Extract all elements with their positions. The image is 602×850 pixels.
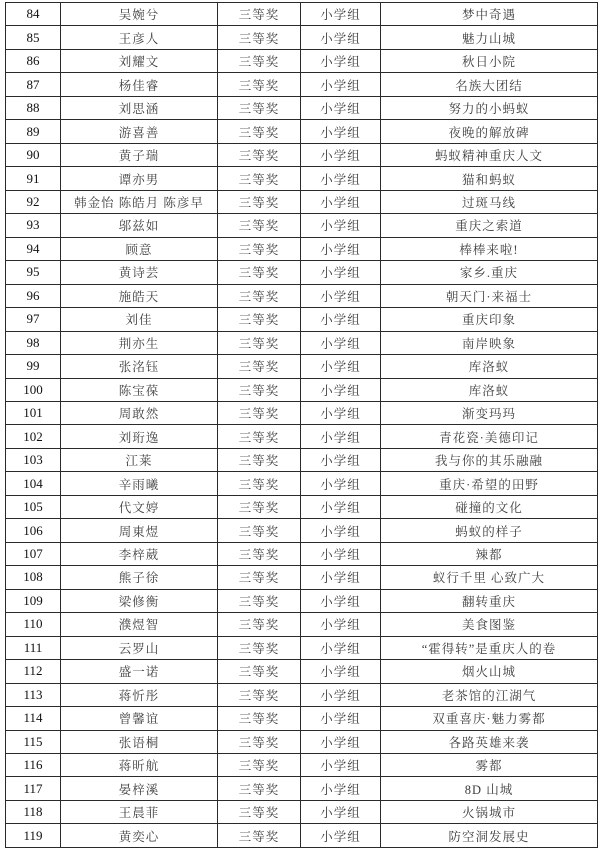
- table-row: [6, 519, 598, 542]
- table-row: [6, 683, 598, 706]
- row-number-cell: 104: [6, 472, 61, 495]
- table-row: [6, 214, 598, 237]
- artwork-title-cell: 翻转重庆: [381, 589, 598, 612]
- table-row: [6, 96, 598, 119]
- artwork-title-cell: 重庆·希望的田野: [381, 472, 598, 495]
- artwork-title-cell: 朝天门·来福士: [381, 284, 598, 307]
- table-row: [6, 636, 598, 659]
- artwork-title-cell: 防空洞发展史: [381, 824, 598, 848]
- award-level-cell: 三等奖: [218, 3, 301, 26]
- entrant-name-cell: 施皓天: [61, 284, 218, 307]
- award-level-cell: 三等奖: [218, 401, 301, 424]
- group-cell: 小学组: [301, 355, 381, 378]
- group-cell: 小学组: [301, 190, 381, 213]
- row-number-cell: 88: [6, 96, 61, 119]
- table-row: [6, 495, 598, 518]
- award-level-cell: 三等奖: [218, 495, 301, 518]
- table-row: [6, 660, 598, 683]
- row-number-cell: 117: [6, 777, 61, 800]
- row-number-cell: 115: [6, 730, 61, 753]
- group-cell: 小学组: [301, 96, 381, 119]
- group-cell: 小学组: [301, 425, 381, 448]
- entrant-name-cell: 黄诗芸: [61, 261, 218, 284]
- row-number-cell: 118: [6, 800, 61, 823]
- group-cell: 小学组: [301, 754, 381, 777]
- award-level-cell: 三等奖: [218, 284, 301, 307]
- table-row: [6, 308, 598, 331]
- entrant-name-cell: 蒋昕航: [61, 754, 218, 777]
- results-table-body: [6, 3, 598, 848]
- artwork-title-cell: 老茶馆的江湖气: [381, 683, 598, 706]
- entrant-name-cell: 顾意: [61, 237, 218, 260]
- group-cell: 小学组: [301, 214, 381, 237]
- entrant-name-cell: 陈宝葆: [61, 378, 218, 401]
- award-level-cell: 三等奖: [218, 730, 301, 753]
- group-cell: 小学组: [301, 566, 381, 589]
- artwork-title-cell: 南岸映象: [381, 331, 598, 354]
- group-cell: 小学组: [301, 777, 381, 800]
- group-cell: 小学组: [301, 495, 381, 518]
- table-row: [6, 730, 598, 753]
- group-cell: 小学组: [301, 707, 381, 730]
- row-number-cell: 106: [6, 519, 61, 542]
- entrant-name-cell: 李梓葳: [61, 542, 218, 565]
- table-row: [6, 261, 598, 284]
- table-row: [6, 425, 598, 448]
- award-level-cell: 三等奖: [218, 754, 301, 777]
- entrant-name-cell: 周敢然: [61, 401, 218, 424]
- artwork-title-cell: 渐变玛玛: [381, 401, 598, 424]
- entrant-name-cell: 王彦人: [61, 26, 218, 49]
- table-row: [6, 800, 598, 823]
- award-results-table: [5, 2, 598, 848]
- entrant-name-cell: 熊子徐: [61, 566, 218, 589]
- table-row: [6, 707, 598, 730]
- row-number-cell: 93: [6, 214, 61, 237]
- award-level-cell: 三等奖: [218, 214, 301, 237]
- table-row: [6, 378, 598, 401]
- group-cell: 小学组: [301, 237, 381, 260]
- table-row: [6, 190, 598, 213]
- group-cell: 小学组: [301, 824, 381, 848]
- award-level-cell: 三等奖: [218, 800, 301, 823]
- table-row: [6, 73, 598, 96]
- award-level-cell: 三等奖: [218, 448, 301, 471]
- row-number-cell: 98: [6, 331, 61, 354]
- table-row: [6, 3, 598, 26]
- entrant-name-cell: 刘珩逸: [61, 425, 218, 448]
- group-cell: 小学组: [301, 519, 381, 542]
- entrant-name-cell: 杨佳睿: [61, 73, 218, 96]
- row-number-cell: 100: [6, 378, 61, 401]
- row-number-cell: 96: [6, 284, 61, 307]
- artwork-title-cell: 8D 山城: [381, 777, 598, 800]
- award-level-cell: 三等奖: [218, 26, 301, 49]
- award-level-cell: 三等奖: [218, 96, 301, 119]
- artwork-title-cell: 名族大团结: [381, 73, 598, 96]
- artwork-title-cell: 烟火山城: [381, 660, 598, 683]
- row-number-cell: 91: [6, 167, 61, 190]
- row-number-cell: 86: [6, 49, 61, 72]
- group-cell: 小学组: [301, 448, 381, 471]
- award-level-cell: 三等奖: [218, 167, 301, 190]
- row-number-cell: 90: [6, 143, 61, 166]
- table-row: [6, 331, 598, 354]
- group-cell: 小学组: [301, 730, 381, 753]
- award-level-cell: 三等奖: [218, 542, 301, 565]
- group-cell: 小学组: [301, 800, 381, 823]
- row-number-cell: 87: [6, 73, 61, 96]
- entrant-name-cell: 晏梓溪: [61, 777, 218, 800]
- row-number-cell: 84: [6, 3, 61, 26]
- entrant-name-cell: 蒋忻彤: [61, 683, 218, 706]
- group-cell: 小学组: [301, 472, 381, 495]
- row-number-cell: 113: [6, 683, 61, 706]
- award-level-cell: 三等奖: [218, 355, 301, 378]
- entrant-name-cell: 濮煜智: [61, 613, 218, 636]
- entrant-name-cell: 曾馨谊: [61, 707, 218, 730]
- entrant-name-cell: 吴婉兮: [61, 3, 218, 26]
- award-level-cell: 三等奖: [218, 237, 301, 260]
- award-level-cell: 三等奖: [218, 589, 301, 612]
- artwork-title-cell: 夜晚的解放碑: [381, 120, 598, 143]
- entrant-name-cell: 代文婷: [61, 495, 218, 518]
- award-level-cell: 三等奖: [218, 308, 301, 331]
- table-row: [6, 754, 598, 777]
- artwork-title-cell: 双重喜庆·魅力雾都: [381, 707, 598, 730]
- group-cell: 小学组: [301, 49, 381, 72]
- award-level-cell: 三等奖: [218, 707, 301, 730]
- group-cell: 小学组: [301, 542, 381, 565]
- award-level-cell: 三等奖: [218, 683, 301, 706]
- group-cell: 小学组: [301, 636, 381, 659]
- award-level-cell: 三等奖: [218, 636, 301, 659]
- entrant-name-cell: 刘佳: [61, 308, 218, 331]
- table-row: [6, 777, 598, 800]
- group-cell: 小学组: [301, 401, 381, 424]
- award-level-cell: 三等奖: [218, 425, 301, 448]
- group-cell: 小学组: [301, 613, 381, 636]
- artwork-title-cell: 梦中奇遇: [381, 3, 598, 26]
- award-level-cell: 三等奖: [218, 777, 301, 800]
- table-row: [6, 542, 598, 565]
- entrant-name-cell: 刘耀文: [61, 49, 218, 72]
- award-level-cell: 三等奖: [218, 378, 301, 401]
- artwork-title-cell: 棒棒来啦!: [381, 237, 598, 260]
- row-number-cell: 109: [6, 589, 61, 612]
- entrant-name-cell: 游喜善: [61, 120, 218, 143]
- table-row: [6, 167, 598, 190]
- artwork-title-cell: 碰撞的文化: [381, 495, 598, 518]
- row-number-cell: 105: [6, 495, 61, 518]
- group-cell: 小学组: [301, 308, 381, 331]
- group-cell: 小学组: [301, 167, 381, 190]
- artwork-title-cell: 努力的小蚂蚁: [381, 96, 598, 119]
- award-level-cell: 三等奖: [218, 73, 301, 96]
- artwork-title-cell: 重庆之索道: [381, 214, 598, 237]
- table-row: [6, 143, 598, 166]
- award-level-cell: 三等奖: [218, 824, 301, 848]
- row-number-cell: 97: [6, 308, 61, 331]
- row-number-cell: 103: [6, 448, 61, 471]
- award-level-cell: 三等奖: [218, 261, 301, 284]
- entrant-name-cell: 荆亦生: [61, 331, 218, 354]
- table-row: [6, 49, 598, 72]
- artwork-title-cell: 雾都: [381, 754, 598, 777]
- artwork-title-cell: 各路英雄来袭: [381, 730, 598, 753]
- artwork-title-cell: 秋日小院: [381, 49, 598, 72]
- artwork-title-cell: 火锅城市: [381, 800, 598, 823]
- table-row: [6, 26, 598, 49]
- artwork-title-cell: 我与你的其乐融融: [381, 448, 598, 471]
- row-number-cell: 102: [6, 425, 61, 448]
- artwork-title-cell: 青花瓷·美德印记: [381, 425, 598, 448]
- entrant-name-cell: 邬兹如: [61, 214, 218, 237]
- award-level-cell: 三等奖: [218, 660, 301, 683]
- award-level-cell: 三等奖: [218, 190, 301, 213]
- table-row: [6, 824, 598, 848]
- entrant-name-cell: 周東煜: [61, 519, 218, 542]
- artwork-title-cell: 辣都: [381, 542, 598, 565]
- award-level-cell: 三等奖: [218, 472, 301, 495]
- group-cell: 小学组: [301, 683, 381, 706]
- row-number-cell: 119: [6, 824, 61, 848]
- entrant-name-cell: 黄子瑞: [61, 143, 218, 166]
- row-number-cell: 108: [6, 566, 61, 589]
- row-number-cell: 107: [6, 542, 61, 565]
- group-cell: 小学组: [301, 143, 381, 166]
- table-row: [6, 613, 598, 636]
- row-number-cell: 94: [6, 237, 61, 260]
- artwork-title-cell: 美食图鉴: [381, 613, 598, 636]
- artwork-title-cell: 蚂蚁精神重庆人文: [381, 143, 598, 166]
- artwork-title-cell: 蚁行千里 心致广大: [381, 566, 598, 589]
- entrant-name-cell: 张语桐: [61, 730, 218, 753]
- award-level-cell: 三等奖: [218, 613, 301, 636]
- table-row: [6, 566, 598, 589]
- entrant-name-cell: 谭亦男: [61, 167, 218, 190]
- group-cell: 小学组: [301, 660, 381, 683]
- artwork-title-cell: 库洛蚁: [381, 378, 598, 401]
- group-cell: 小学组: [301, 26, 381, 49]
- group-cell: 小学组: [301, 331, 381, 354]
- group-cell: 小学组: [301, 3, 381, 26]
- entrant-name-cell: 梁修衡: [61, 589, 218, 612]
- entrant-name-cell: 王晨菲: [61, 800, 218, 823]
- row-number-cell: 110: [6, 613, 61, 636]
- artwork-title-cell: “霍得转”是重庆人的卷: [381, 636, 598, 659]
- artwork-title-cell: 魅力山城: [381, 26, 598, 49]
- table-row: [6, 448, 598, 471]
- artwork-title-cell: 猫和蚂蚁: [381, 167, 598, 190]
- table-row: [6, 355, 598, 378]
- entrant-name-cell: 张洺钰: [61, 355, 218, 378]
- award-level-cell: 三等奖: [218, 120, 301, 143]
- group-cell: 小学组: [301, 261, 381, 284]
- award-level-cell: 三等奖: [218, 143, 301, 166]
- group-cell: 小学组: [301, 589, 381, 612]
- award-level-cell: 三等奖: [218, 566, 301, 589]
- award-level-cell: 三等奖: [218, 519, 301, 542]
- entrant-name-cell: 江莱: [61, 448, 218, 471]
- table-row: [6, 401, 598, 424]
- entrant-name-cell: 刘思涵: [61, 96, 218, 119]
- award-level-cell: 三等奖: [218, 49, 301, 72]
- group-cell: 小学组: [301, 378, 381, 401]
- table-row: [6, 589, 598, 612]
- artwork-title-cell: 库洛蚁: [381, 355, 598, 378]
- table-row: [6, 472, 598, 495]
- row-number-cell: 89: [6, 120, 61, 143]
- entrant-name-cell: 黄奕心: [61, 824, 218, 848]
- row-number-cell: 101: [6, 401, 61, 424]
- entrant-name-cell: 辛雨曦: [61, 472, 218, 495]
- artwork-title-cell: 蚂蚁的样子: [381, 519, 598, 542]
- artwork-title-cell: 重庆印象: [381, 308, 598, 331]
- row-number-cell: 95: [6, 261, 61, 284]
- group-cell: 小学组: [301, 73, 381, 96]
- table-row: [6, 237, 598, 260]
- row-number-cell: 85: [6, 26, 61, 49]
- row-number-cell: 114: [6, 707, 61, 730]
- group-cell: 小学组: [301, 120, 381, 143]
- group-cell: 小学组: [301, 284, 381, 307]
- row-number-cell: 99: [6, 355, 61, 378]
- artwork-title-cell: 家乡.重庆: [381, 261, 598, 284]
- row-number-cell: 116: [6, 754, 61, 777]
- entrant-name-cell: 云罗山: [61, 636, 218, 659]
- artwork-title-cell: 过斑马线: [381, 190, 598, 213]
- row-number-cell: 111: [6, 636, 61, 659]
- row-number-cell: 112: [6, 660, 61, 683]
- table-row: [6, 120, 598, 143]
- award-level-cell: 三等奖: [218, 331, 301, 354]
- row-number-cell: 92: [6, 190, 61, 213]
- table-row: [6, 284, 598, 307]
- entrant-name-cell: 盛一诺: [61, 660, 218, 683]
- entrant-name-cell: 韩金怡 陈皓月 陈彦早: [61, 190, 218, 213]
